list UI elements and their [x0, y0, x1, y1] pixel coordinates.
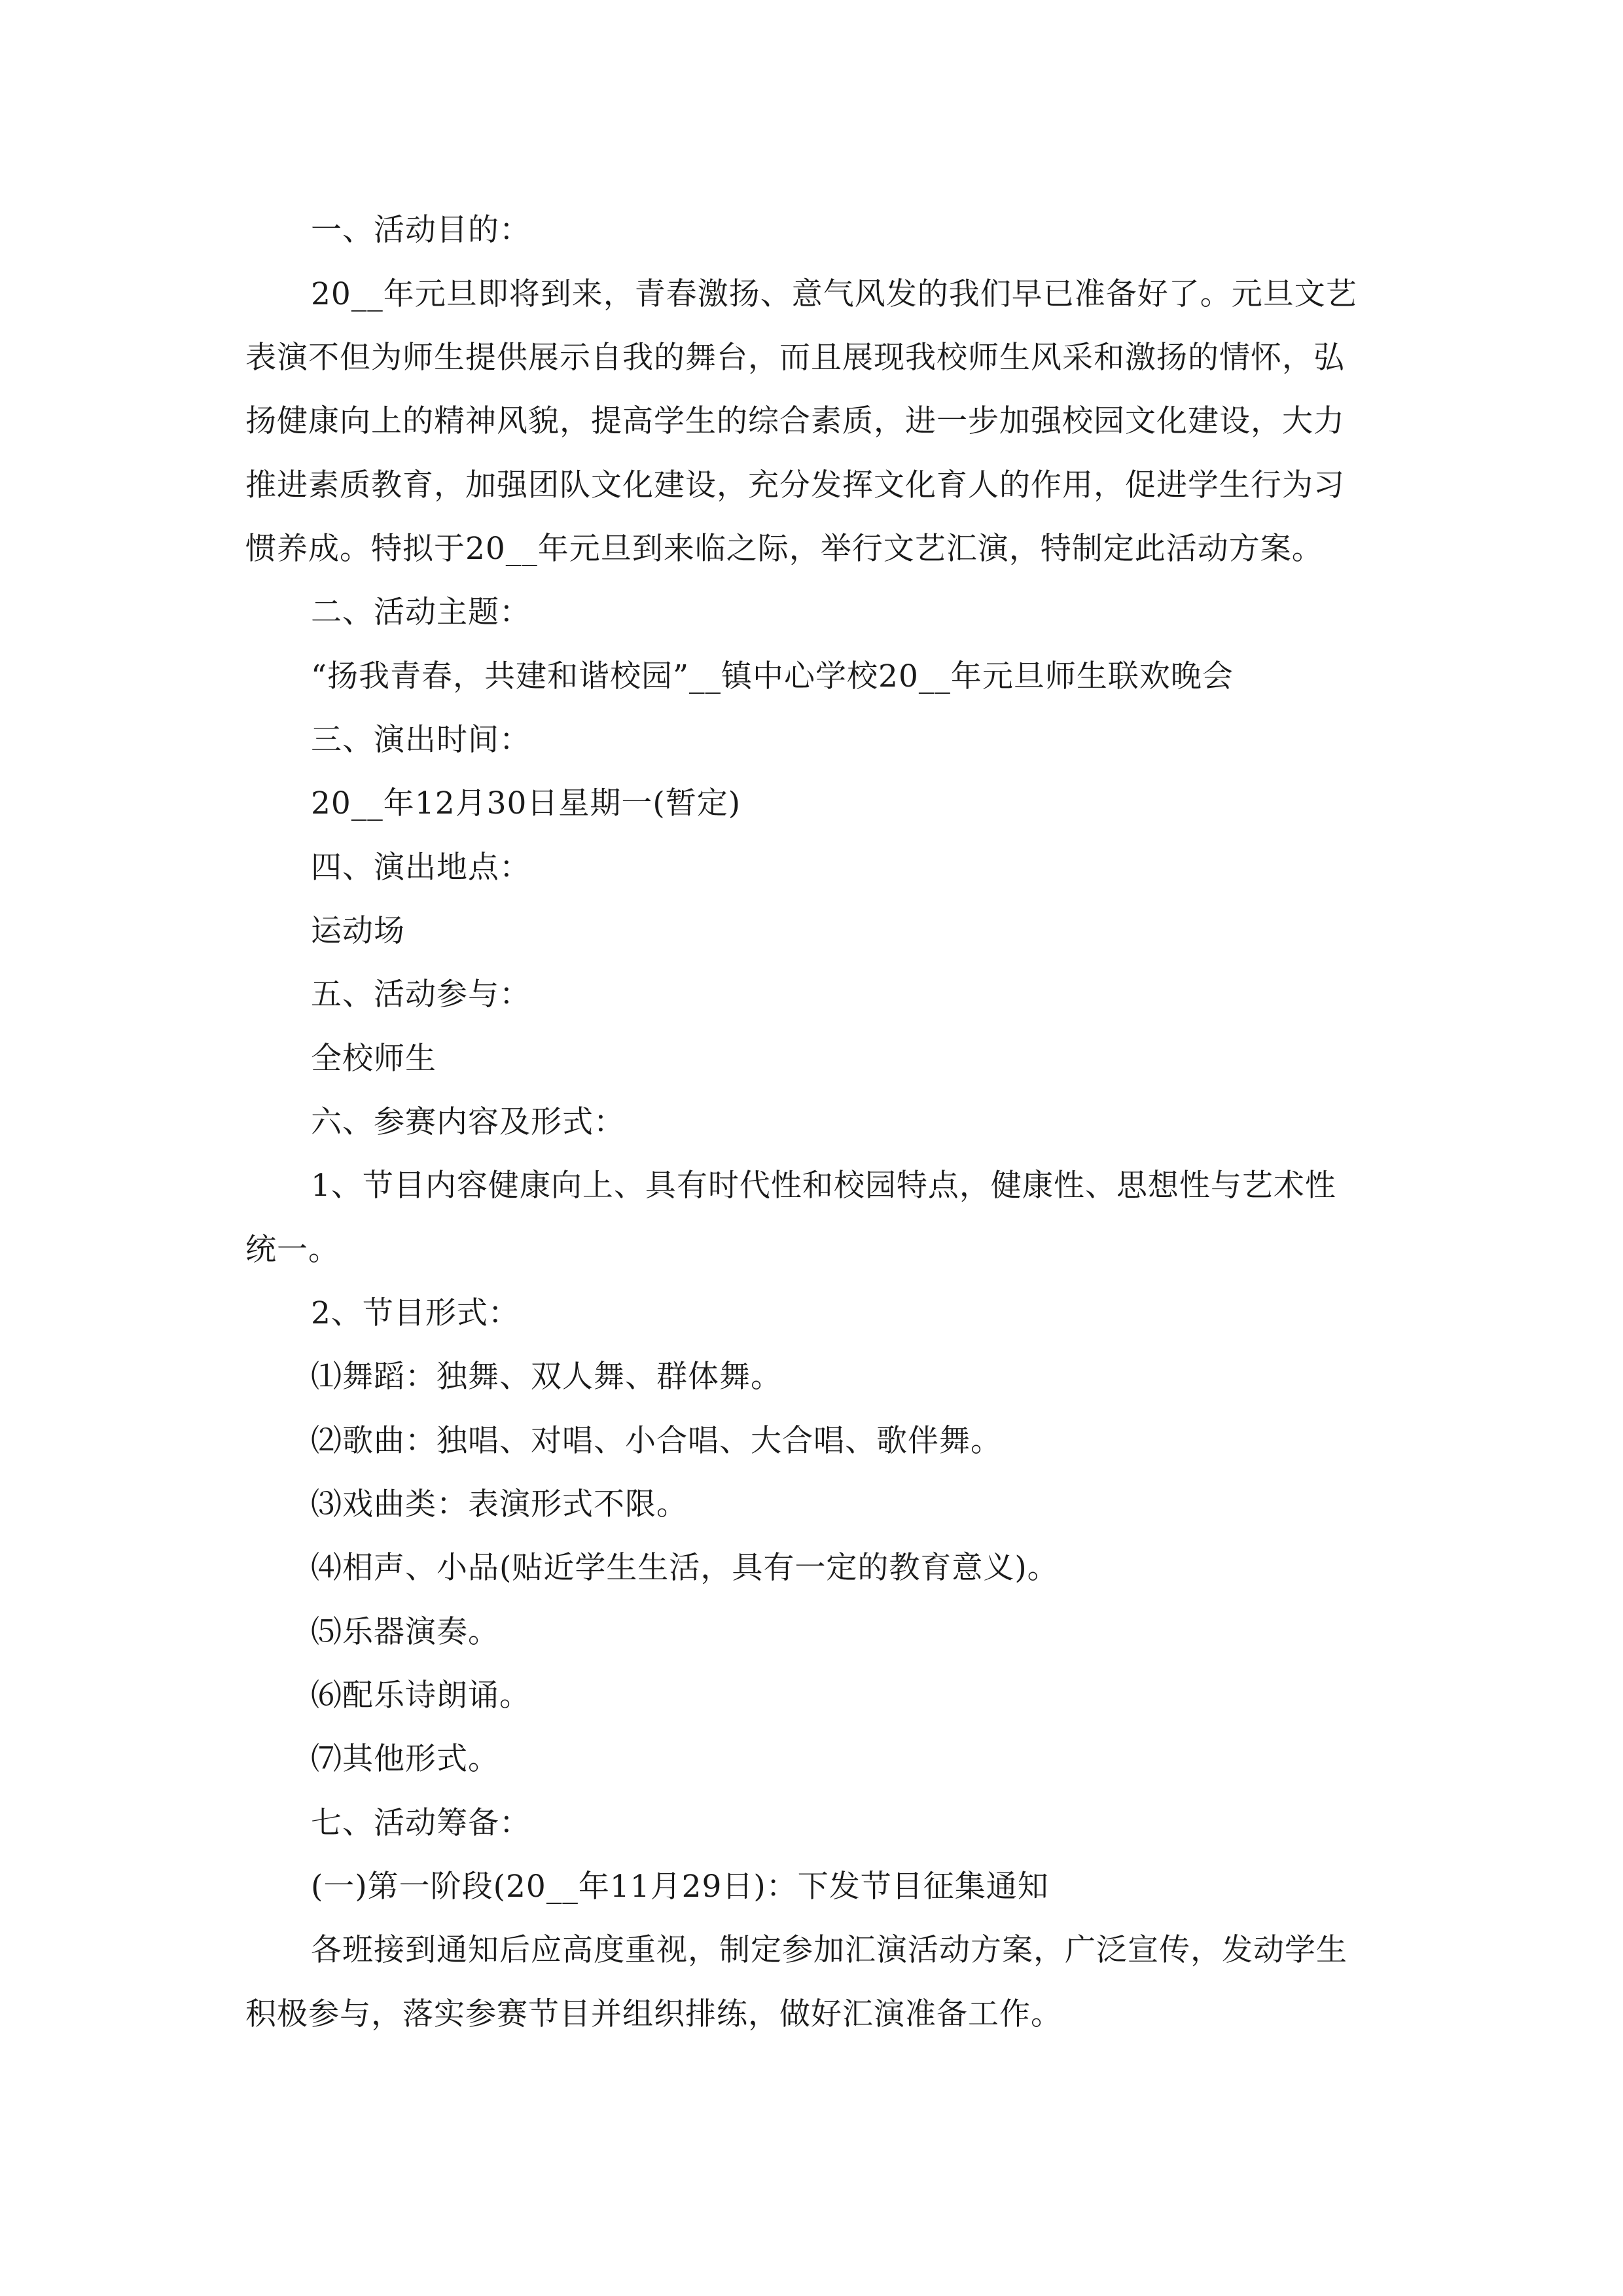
paragraph-line: 统一。	[245, 1232, 340, 1268]
subheading-program-forms: 2、节目形式：	[311, 1295, 520, 1331]
paragraph-line: 积极参与，落实参赛节目并组织排练，做好汇演准备工作。	[245, 1996, 1062, 2032]
list-item: ⑺其他形式。	[311, 1741, 499, 1777]
paragraph-line: 表演不但为师生提供展示自我的舞台，而且展现我校师生风采和激扬的情怀，弘	[245, 340, 1345, 376]
list-item: ⑴舞蹈：独舞、双人舞、群体舞。	[311, 1359, 782, 1395]
heading-activity-purpose: 一、活动目的：	[311, 212, 531, 248]
list-item: ⑷相声、小品(贴近学生生活，具有一定的教育意义)。	[311, 1550, 1059, 1586]
paragraph-line: 推进素质教育，加强团队文化建设，充分发挥文化育人的作用，促进学生行为习	[245, 467, 1345, 503]
heading-participants: 五、活动参与：	[311, 977, 531, 1013]
paragraph-line: 20__年元旦即将到来，青春激扬、意气风发的我们早已准备好了。元旦文艺	[311, 276, 1357, 312]
list-item: ⑹配乐诗朗诵。	[311, 1677, 531, 1713]
list-item: ⑵歌曲：独唱、对唱、小合唱、大合唱、歌伴舞。	[311, 1423, 1002, 1459]
participants-text: 全校师生	[311, 1041, 437, 1077]
performance-venue-text: 运动场	[311, 913, 405, 949]
heading-performance-time: 三、演出时间：	[311, 722, 531, 758]
paragraph-line: 1、节目内容健康向上、具有时代性和校园特点，健康性、思想性与艺术性	[311, 1168, 1336, 1204]
heading-content-and-form: 六、参赛内容及形式：	[311, 1104, 625, 1140]
list-item: ⑶戏曲类：表演形式不限。	[311, 1486, 688, 1522]
performance-time-text: 20__年12月30日星期一(暂定)	[311, 785, 741, 821]
list-item: ⑸乐器演奏。	[311, 1614, 499, 1650]
paragraph-line: 扬健康向上的精神风貌，提高学生的综合素质，进一步加强校园文化建设，大力	[245, 403, 1345, 439]
heading-activity-theme: 二、活动主题：	[311, 594, 531, 630]
heading-performance-venue: 四、演出地点：	[311, 850, 531, 886]
theme-text: “扬我青春，共建和谐校园”__镇中心学校20__年元旦师生联欢晚会	[311, 658, 1234, 694]
subheading-phase-one: (一)第一阶段(20__年11月29日)：下发节目征集通知	[311, 1869, 1049, 1905]
paragraph-line: 各班接到通知后应高度重视，制定参加汇演活动方案，广泛宣传，发动学生	[311, 1932, 1347, 1968]
heading-preparation: 七、活动筹备：	[311, 1805, 531, 1841]
paragraph-line: 惯养成。特拟于20__年元旦到来临之际，举行文艺汇演，特制定此活动方案。	[245, 531, 1323, 567]
